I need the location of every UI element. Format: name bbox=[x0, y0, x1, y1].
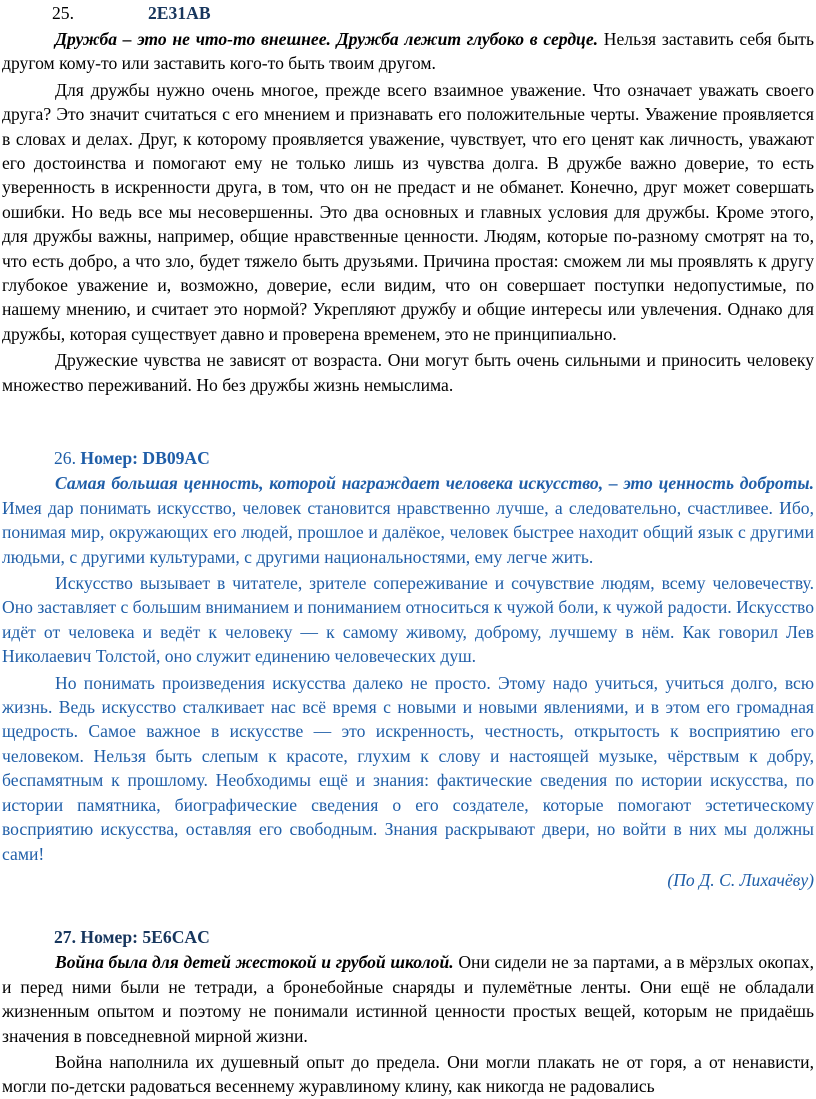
section-27-paragraph-2: Война наполнила их душевный опыт до предела. Они могли плакать не от горя, а от ненависти, могли по-детски радоваться весеннему журавлиному клину, как никогда не радовались bbox=[2, 1052, 814, 1097]
section-25-paragraph-1-rest: Нельзя заставить себя быть другом кому-то или заставить кого-то быть твоим другом. bbox=[2, 29, 814, 74]
section-26-heading bbox=[2, 446, 814, 470]
section-26-paragraph-1-rest: Имея дар понимать искусство, человек становится нравственно лучше, а следовательно, счастливее. Ибо, понимая мир, окружающих его людей, прошлое и далёкое, человек быстрее находит общий язык с другими людьми, с другими культурами, с другими национальностями, ему легче жить. bbox=[2, 497, 814, 567]
section-27-paragraph-1-rest: Они сидели не за партами, а в мёрзлых окопах, и перед ними были не тетради, а бронебойные снаряды и пулемётные ленты. Они ещё не обладали жизненным опытом и поэтому не понимали истинной ценности простых вещей, которым не придаёшь значения в повседневной мирной жизни. bbox=[2, 952, 814, 1046]
section-26-paragraph-2: Искусство вызывает в читателе, зрителе сопереживание и сочувствие людям, всему человечеству. Оно заставляет с большим вниманием и пониманием относиться к чужой боли, к чужой радости. Искусство идёт от человека и ведёт к человеку — к самому живому, доброму, лучшему в нём. Как говорил Лев Николаевич Толстой, оно служит единению человеческих душ. bbox=[2, 573, 814, 667]
section-25-lead-sentence: Дружба – это не что-то внешнее. Дружба лежит глубоко в сердце. bbox=[55, 29, 599, 49]
section-25-paragraph-2: Для дружбы нужно очень многое, прежде всего взаимное уважение. Что означает уважать своего друга? Это значит считаться с его мнением и признавать его положительные черты. Уважение проявляется в словах и делах. Друг, к которому проявляется уважение, чувствует, что его ценят как личность, уважают его достоинства и помогают ему не только лишь из чувства долга. В дружбе важно доверие, то есть уверенность в искренности друга, в том, что он не предаст и не обманет. Конечно, друг может совершать ошибки. Но ведь все мы несовершенны. Это два основных и главных условия для дружбы. Кроме этого, для дружбы важны, например, общие нравственные ценности. Людям, которые по-разному смотрят на то, что есть добро, а что зло, будет тяжело быть друзьями. Причина простая: сможем ли мы проявлять к другу глубокое уважение и, возможно, доверие, если видим, что он совершает поступки недопустимые, по нашему мнению, и считает это нормой? Укрепляют дружбу и общие интересы или увлечения. Однако для дружбы, которая существует давно и проверена временем, это не принципиально. bbox=[2, 79, 814, 344]
section-27-lead-sentence: Война была для детей жестокой и грубой школой. bbox=[55, 952, 454, 973]
section-26-paragraph-1 bbox=[2, 471, 814, 569]
section-25-code: 2E31AB bbox=[148, 3, 211, 23]
section-25-paragraph-3: Дружеские чувства не зависят от возраста. Они могут быть очень сильными и приносить человеку множество переживаний. Но без дружбы жизнь немыслима. bbox=[2, 350, 814, 395]
section-26-text bbox=[2, 446, 814, 892]
section-27-text bbox=[2, 925, 814, 1099]
section-26-label: Номер: DB09AC bbox=[80, 448, 210, 468]
section-26-paragraph-3: Но понимать произведения искусства далеко не просто. Этому надо учиться, учиться долго, всю жизнь. Ведь искусство сталкивает нас всё время с новыми и новыми явлениями, и в этом его громадная щедрость. Самое важное в искусстве — это искренность, честность, открытость к восприятию его человеком. Нельзя быть слепым к красоте, глухим к слову и настоящей музыке, чёрствым к добру, беспамятным к прошлому. Необходимы ещё и знания: фактические сведения по истории искусства, по истории памятника, биографические сведения о его создателе, которые помогают эстетическому восприятию искусства, оставляя его свободным. Знания раскрывают двери, но войти в них мы должны сами! bbox=[2, 672, 814, 864]
section-26-attribution: (По Д. С. Лихачёву) bbox=[667, 869, 814, 890]
section-27-paragraph-1 bbox=[2, 950, 814, 1048]
section-25-text bbox=[2, 27, 814, 397]
section-25-paragraph-1 bbox=[2, 27, 814, 76]
section-25-number: 25. bbox=[52, 3, 74, 23]
section-26-number: 26. bbox=[54, 448, 76, 468]
section-27-heading: 27. Номер: 5E6CAC bbox=[54, 927, 210, 947]
section-26-lead-sentence: Самая большая ценность, которой награждает человека искусство, – это ценность доброты. bbox=[55, 473, 814, 494]
